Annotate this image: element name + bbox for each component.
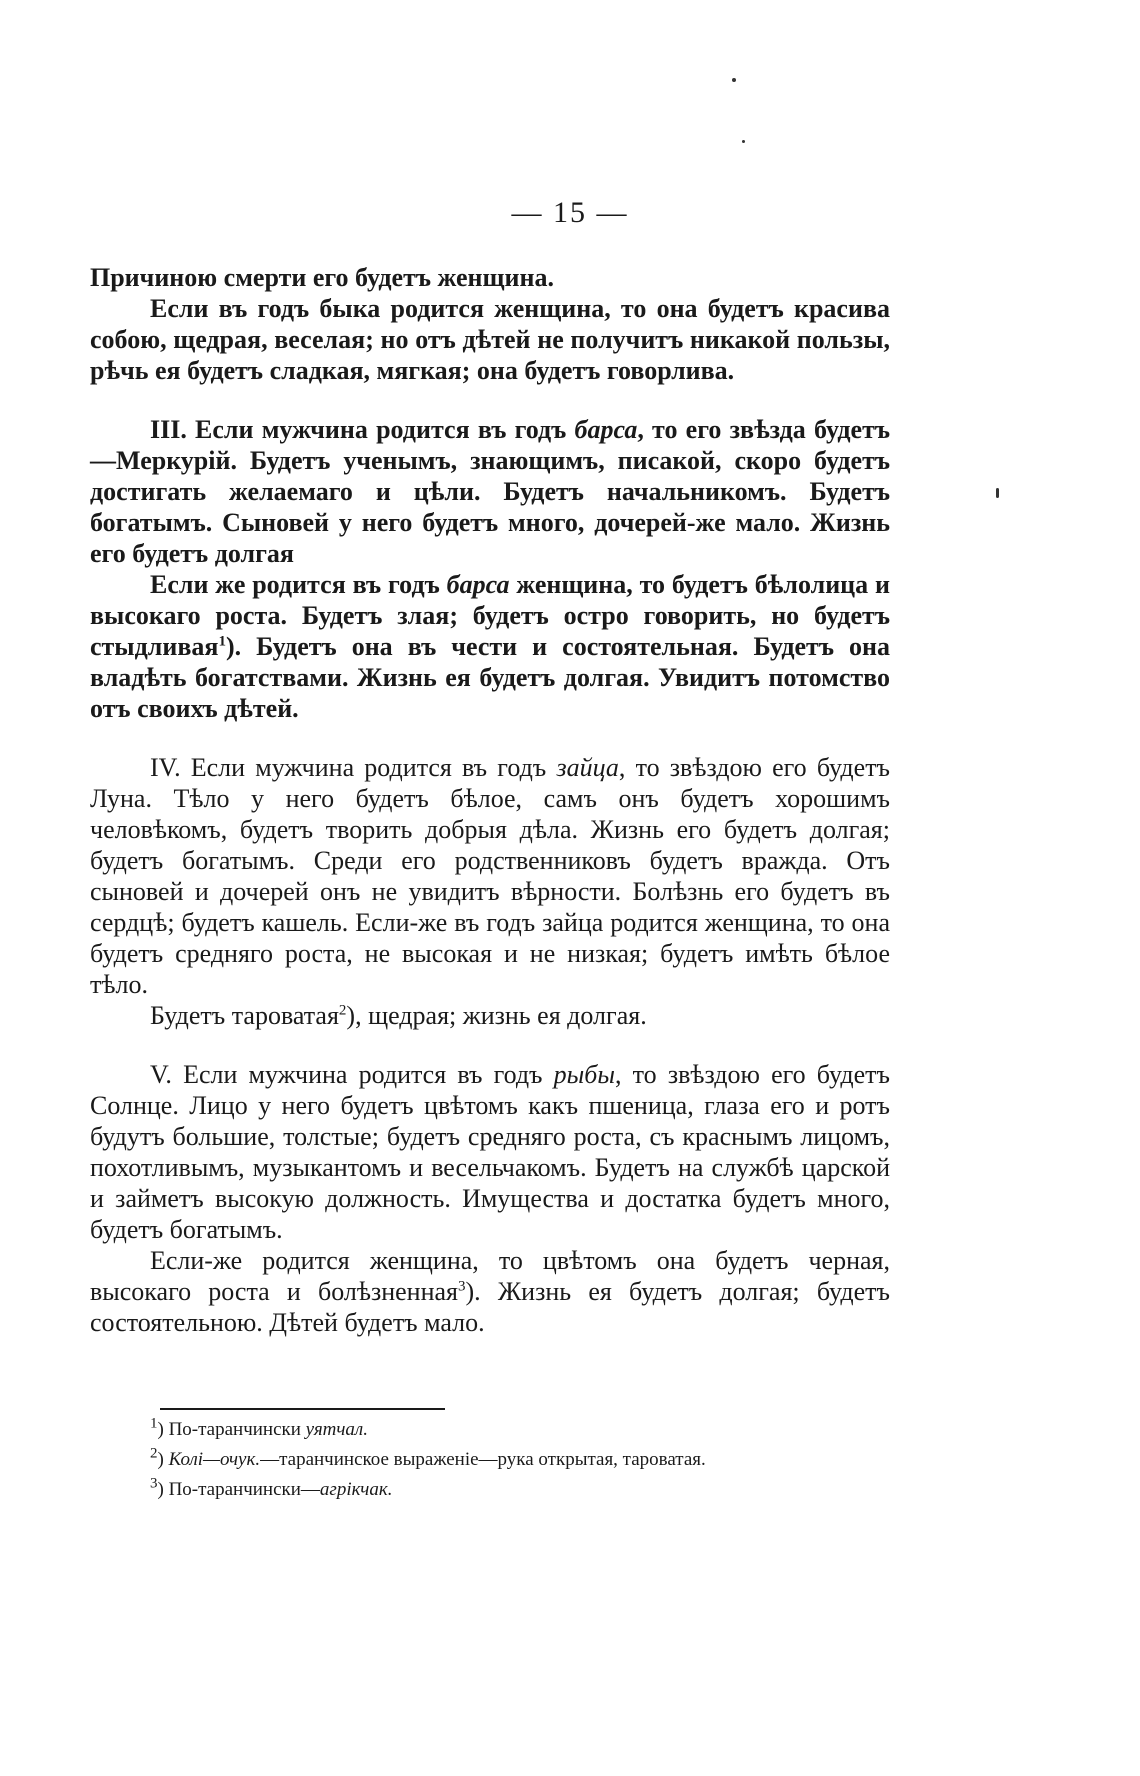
paragraph-1: Причиною смерти его будетъ женщина. [90,263,554,292]
page-number: — 15 — [511,196,629,229]
section-iii-woman-animal: барса [446,570,510,599]
footnote-ref-3: 3 [458,1278,466,1295]
section-iv-continued-text-b: ), щедрая; жизнь ея долгая. [346,1001,647,1030]
scan-speck [996,488,999,498]
footnote-1-term: уятчал. [305,1419,368,1440]
section-iii-woman-text-a: Если же родится въ годъ [150,570,447,599]
section-iv-animal: зайца [556,753,619,782]
section-iii-woman-text-c: ). Будетъ она въ чести и состоятельная. Будетъ она владѣть богатствами. Жизнь ея будетъ долгая. Увидитъ потомство отъ своихъ дѣтей. [90,632,890,723]
scan-speck [742,140,745,143]
footnote-3-text: ) По-таранчински— [157,1479,320,1500]
footnote-2-term: Колі—очук. [168,1449,261,1470]
scan-speck [732,78,736,82]
footnote-2-text-a: ) [157,1449,169,1470]
paragraph-2: Если въ годъ быка родится женщина, то она будетъ красива собою, щедрая, веселая; но отъ дѣтей не получитъ никакой пользы, рѣчь ея будетъ сладкая, мягкая; она будетъ говорлива. [90,294,890,385]
section-v [90,1059,890,1245]
footnote-1-number: 1 [150,1415,158,1432]
footnotes [90,1415,910,1505]
section-v-animal: рыбы [553,1060,615,1089]
section-iii [90,414,890,569]
section-iv-text-b: , то звѣздою его будетъ Луна. Тѣло у него будетъ бѣлое, самъ онъ будетъ хорошимъ человѣкомъ, будетъ творить добрыя дѣла. Жизнь его будетъ долгая; будетъ богатымъ. Среди его родственниковъ будетъ вражда. Отъ сыновей и дочерей онъ не увидитъ вѣрности. Болѣзнь его будетъ въ сердцѣ; будетъ кашель. Если-же въ годъ зайца родится женщина, то она будетъ средняго роста, не высокая и не низкая; будетъ имѣть бѣлое тѣло. [90,753,890,999]
section-v-text-b: , то звѣздою его будетъ Солнце. Лицо у него будетъ цвѣтомъ какъ пшеница, глаза его и ротъ будутъ большие, толстые; будетъ средняго роста, съ краснымъ лицомъ, похотливымъ, музыкантомъ и весельчакомъ. Будетъ на службѣ царской и займетъ высокую должность. Имущества и достатка будетъ много, будетъ богатымъ. [90,1060,890,1244]
body-text [90,262,890,1338]
footnote-2-text-b: —таранчинское выраженіе—рука открытая, тароватая. [260,1449,706,1470]
section-v-woman [90,1245,890,1338]
footnote-2-number: 2 [150,1445,158,1462]
section-iv [90,752,890,1000]
footnote-2 [90,1445,910,1475]
footnote-3-number: 3 [150,1475,158,1492]
section-iii-text-b: , то его звѣзда будетъ—Меркурій. Будетъ ученымъ, знающимъ, писакой, скоро будетъ достигать желаемаго и цѣли. Будетъ начальникомъ. Будетъ богатымъ. Сыновей у него будетъ много, дочерей-же мало. Жизнь его будетъ долгая [90,415,890,568]
section-iii-woman [90,569,890,724]
section-v-text-a: V. Если мужчина родится въ годъ [150,1060,554,1089]
footnote-3-term: агрікчак. [319,1479,393,1500]
section-v-woman-text-b: ). Жизнь ея будетъ долгая; будетъ состоятельною. Дѣтей будетъ мало. [90,1277,890,1337]
section-v-woman-text-a: Если-же родится женщина, то цвѣтомъ она будетъ черная, высокаго роста и болѣзненная [90,1246,890,1306]
section-iii-text-a: III. Если мужчина родится въ годъ [150,415,575,444]
footnote-1 [90,1415,910,1445]
footnote-3 [90,1475,910,1505]
section-iii-woman-text-b: женщина, то будетъ бѣлолица и высокаго роста. Будетъ злая; будетъ остро говорить, но будетъ стыдливая [90,570,890,661]
section-iv-text-a: IV. Если мужчина родится въ годъ [150,753,557,782]
footnote-1-text: ) По-таранчински [157,1419,306,1440]
footnote-ref-2: 2 [338,1002,347,1019]
section-iii-animal: барса [574,415,638,444]
section-iv-continued [90,1000,890,1031]
footnote-divider [160,1408,445,1410]
section-iv-continued-text-a: Будетъ тароватая [150,1001,339,1030]
footnote-ref-1: 1 [218,633,226,650]
